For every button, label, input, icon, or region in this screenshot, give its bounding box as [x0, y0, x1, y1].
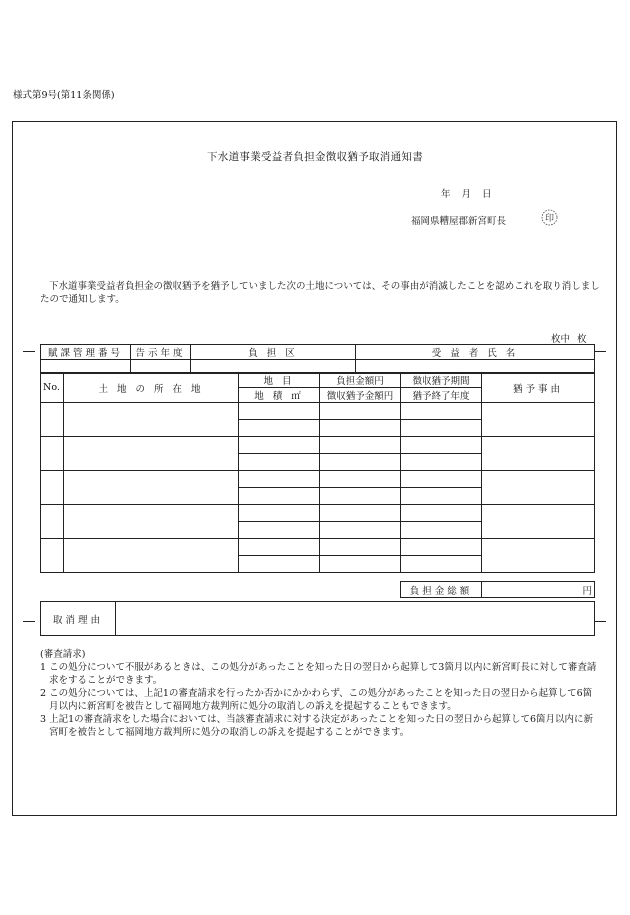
col-location-header: 土 地 の 所 在 地 — [64, 373, 239, 403]
note-item: 2 この処分については、上記1の審査請求を行ったか否かにかかわらず、この処分があったことを知った日の翌日から起算して6箇月以内に新宮町を被告として福岡地方裁判所に処分の取消しの訴えを提起することもできます。 — [40, 688, 593, 712]
table-row — [41, 539, 595, 556]
row-deferred-cell — [320, 454, 401, 471]
row-burden-cell — [320, 437, 401, 454]
row-area-cell — [239, 420, 320, 437]
row-no-cell — [41, 505, 64, 539]
row-category-cell — [239, 505, 320, 522]
row-category-cell — [239, 539, 320, 556]
row-category-cell — [239, 437, 320, 454]
col-period-header: 徴収猶予期間 — [401, 373, 482, 388]
note-item: 3 上記1の審査請求をした場合においては、当該審査請求に対する決定があったことを知った日の翌日から起算して6箇月以内に新宮町を被告として福岡地方裁判所に処分の取消しの訴えを提起することができます。 — [40, 714, 594, 738]
col-area-header: 地 積 ㎡ — [239, 388, 320, 403]
row-burden-cell — [320, 403, 401, 420]
col-category-header: 地 目 — [239, 373, 320, 388]
row-burden-cell — [320, 505, 401, 522]
row-no-cell — [41, 539, 64, 573]
beneficiary-header: 受 益 者 氏 名 — [356, 345, 595, 360]
row-reason-cell — [482, 505, 595, 539]
row-area-cell — [239, 488, 320, 505]
row-period-cell — [401, 471, 482, 488]
fold-mark-left-bottom — [23, 621, 35, 622]
row-end-cell — [401, 556, 482, 573]
total-unit: 円 — [482, 582, 595, 598]
cancel-reason-value — [116, 602, 595, 636]
row-period-cell — [401, 539, 482, 556]
note-item: 1 この処分について不服があるときは、この処分があったことを知った日の翌日から起算して3箇月以内に新宮町長に対して審査請求をすることができます。 — [40, 662, 597, 686]
row-burden-cell — [320, 539, 401, 556]
district-header: 負 担 区 — [191, 345, 356, 360]
row-end-cell — [401, 420, 482, 437]
row-category-cell — [239, 471, 320, 488]
seal-mark-icon — [541, 209, 558, 226]
row-category-cell — [239, 403, 320, 420]
row-deferred-cell — [320, 420, 401, 437]
fold-mark-left-top — [23, 351, 35, 352]
table-row — [41, 505, 595, 522]
row-no-cell — [41, 403, 64, 437]
row-deferred-cell — [320, 522, 401, 539]
row-end-cell — [401, 488, 482, 505]
document-title: 下水道事業受益者負担金徴収猶予取消通知書 — [207, 151, 423, 163]
notice-year-header: 告示年度 — [131, 345, 191, 360]
row-location-cell — [64, 437, 239, 471]
row-period-cell — [401, 505, 482, 522]
row-location-cell — [64, 539, 239, 573]
cancel-reason-label: 取消理由 — [41, 602, 116, 636]
row-end-cell — [401, 454, 482, 471]
table-row — [41, 403, 595, 420]
col-reason-header: 猶予事由 — [482, 373, 595, 403]
sheet-count: 枚中 枚 — [551, 334, 587, 345]
row-end-cell — [401, 522, 482, 539]
col-end-header: 猶予終了年度 — [401, 388, 482, 403]
land-table — [40, 372, 595, 573]
col-deferred-header: 徴収猶予金額円 — [320, 388, 401, 403]
cancel-reason-table — [40, 601, 595, 636]
row-reason-cell — [482, 471, 595, 505]
table-row — [41, 437, 595, 454]
appeal-notes — [40, 648, 600, 739]
assessment-no-header: 賦課管理番号 — [41, 345, 131, 360]
row-location-cell — [64, 471, 239, 505]
row-period-cell — [401, 437, 482, 454]
table-row — [41, 471, 595, 488]
row-deferred-cell — [320, 556, 401, 573]
row-area-cell — [239, 556, 320, 573]
form-number-label: 様式第9号(第11条関係) — [13, 90, 115, 101]
col-no-header: No. — [41, 373, 64, 403]
notice-body: 下水道事業受益者負担金の徴収猶予を猶予していました次の土地については、その事由が消滅したことを認めこれを取り消しましたので通知します。 — [40, 281, 600, 305]
row-location-cell — [64, 403, 239, 437]
row-deferred-cell — [320, 488, 401, 505]
row-reason-cell — [482, 437, 595, 471]
issuer-name: 福岡県糟屋郡新宮町長 — [411, 216, 507, 227]
total-table — [400, 581, 595, 598]
fold-mark-right-top — [594, 351, 606, 352]
row-reason-cell — [482, 539, 595, 573]
row-area-cell — [239, 522, 320, 539]
header-info-table — [40, 344, 595, 374]
fold-mark-right-bottom — [594, 621, 606, 622]
col-burden-header: 負担金額円 — [320, 373, 401, 388]
row-no-cell — [41, 471, 64, 505]
row-period-cell — [401, 403, 482, 420]
seal-glyph: 印 — [544, 214, 555, 224]
row-location-cell — [64, 505, 239, 539]
row-burden-cell — [320, 471, 401, 488]
total-label: 負担金総額 — [401, 582, 482, 598]
row-reason-cell — [482, 403, 595, 437]
row-no-cell — [41, 437, 64, 471]
row-area-cell — [239, 454, 320, 471]
notes-heading: (審査請求) — [40, 649, 86, 660]
issue-date: 年 月 日 — [441, 189, 492, 200]
